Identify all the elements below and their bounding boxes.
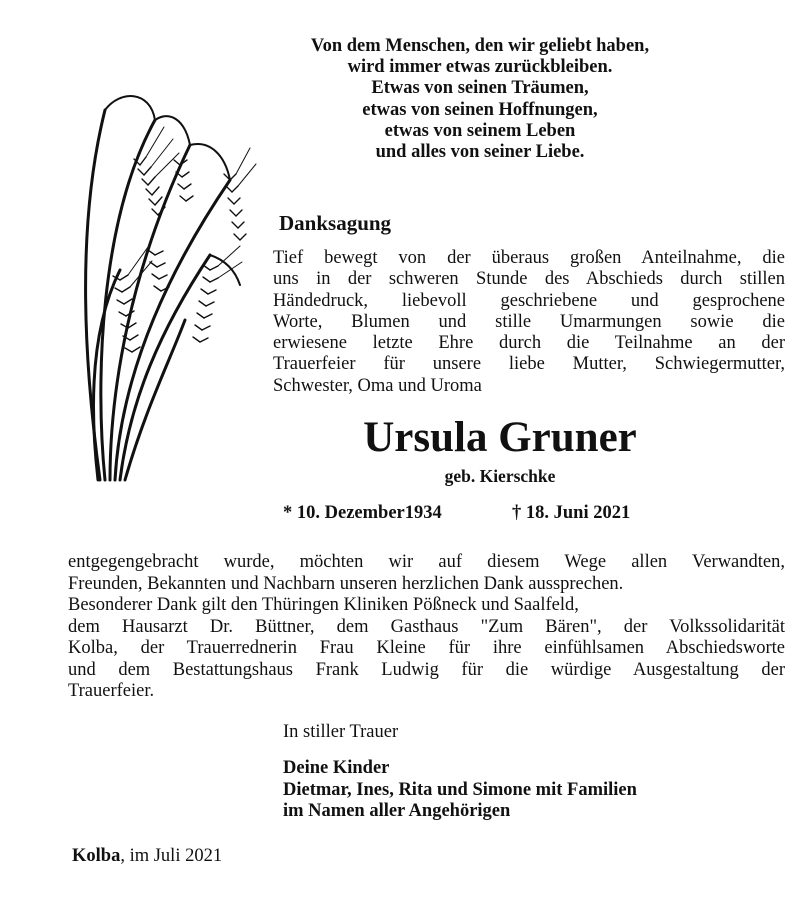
text-line: Schwester, Oma und Uroma	[273, 375, 482, 396]
wheat-grain-illustration	[60, 70, 265, 490]
text-line: Trauerfeier für unsere liebe Mutter, Schwiegermutter,	[273, 354, 785, 375]
poem-line: wird immer etwas zurückbleiben.	[347, 57, 613, 78]
poem-line: etwas von seinem Leben	[384, 120, 576, 141]
closing-phrase: In stiller Trauer	[283, 722, 399, 742]
poem-line: etwas von seinen Hoffnungen,	[362, 99, 598, 120]
thanks-text-bottom	[68, 552, 785, 703]
death-date: † 18. Juni 2021	[512, 503, 631, 523]
poem-line: Von dem Menschen, den wir geliebt haben,	[310, 36, 650, 56]
thanks-text-right	[273, 248, 785, 397]
deceased-name: Ursula Gruner	[363, 414, 637, 461]
text-line: uns in der schweren Stunde des Abschieds durch stillen	[273, 269, 785, 290]
text-line: Trauerfeier.	[68, 681, 155, 701]
text-line: dem Hausarzt Dr. Büttner, dem Gasthaus "Zum Bären", der Volkssolidarität	[68, 616, 785, 637]
text-line: Tief bewegt von der überaus großen Anteilnahme, die	[273, 248, 785, 268]
text-line: entgegengebracht wurde, möchten wir auf diesem Wege allen Verwandten,	[68, 552, 785, 572]
place-date: , im Juli 2021	[120, 846, 223, 866]
text-line: Kolba, der Trauerrednerin Frau Kleine für ihre einfühlsamen Abschiedsworte	[68, 638, 785, 658]
signer-line: Deine Kinder	[283, 758, 390, 778]
text-line: erwiesene letzte Ehre durch die Teilnahme an der	[273, 333, 785, 354]
signer-line: Dietmar, Ines, Rita und Simone mit Familien	[283, 779, 637, 800]
place-town: Kolba	[72, 846, 121, 866]
text-line: Worte, Blumen und stille Umarmungen sowie die	[273, 311, 785, 332]
text-line: Freunden, Bekannten und Nachbarn unseren herzlichen Dank aussprechen.	[68, 573, 624, 594]
place-and-date	[72, 846, 222, 867]
poem	[280, 36, 680, 163]
poem-line: Etwas von seinen Träumen,	[371, 78, 589, 99]
heading-danksagung: Danksagung	[279, 211, 392, 235]
signer-line: im Namen aller Angehörigen	[283, 801, 511, 821]
poem-line: und alles von seiner Liebe.	[375, 142, 585, 163]
text-line: Besonderer Dank gilt den Thüringen Kliniken Pößneck und Saalfeld,	[68, 595, 579, 615]
signers	[283, 758, 637, 823]
text-line: und dem Bestattungshaus Frank Ludwig für die würdige Ausgestaltung der	[68, 659, 785, 680]
birth-date: * 10. Dezember1934	[283, 503, 442, 523]
maiden-name: geb. Kierschke	[444, 466, 556, 486]
text-line: Händedruck, liebevoll geschriebene und gesprochene	[273, 290, 785, 311]
